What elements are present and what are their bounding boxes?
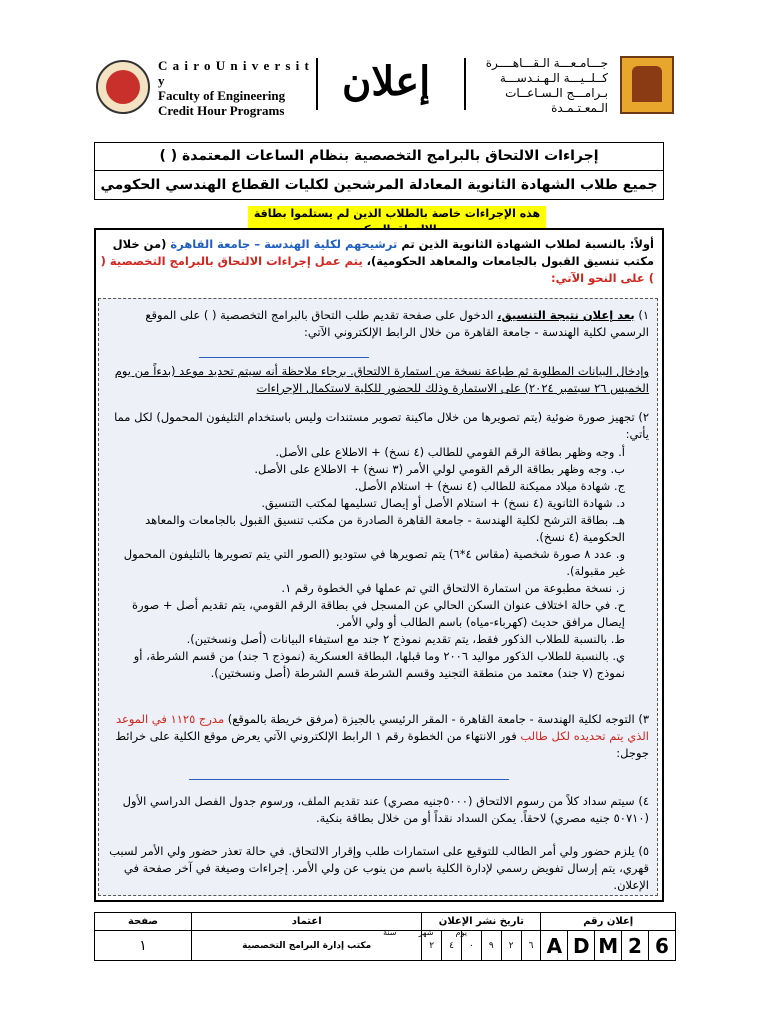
ad-cell: A bbox=[541, 931, 568, 961]
faculty-engineering-logo bbox=[620, 56, 674, 114]
program-name-ar: بـرامـــج الـسـاعــات الـمعـتـمـدة bbox=[505, 86, 608, 115]
ad-cell: 2 bbox=[622, 931, 649, 961]
date-digit: ٦ bbox=[521, 931, 541, 961]
header-divider-left bbox=[316, 58, 318, 110]
doc-item-e: هـ. بطاقة الترشح لكلية الهندسة - جامعة القاهرة الصادرة من مكتب تنسيق القبول بالجامعات والمعاهد الحكومية (٤ نسخ). bbox=[145, 513, 625, 544]
heading-line-2: جميع طلاب الشهادة الثانوية المعادلة المرشحين لكليات القطاع الهندسي الحكومي bbox=[100, 177, 658, 193]
university-name-en: C a i r o U n i v e r s i t y bbox=[158, 58, 310, 88]
step-4-text: سيتم سداد كلاً من رسوم الالتحاق (٥٠٠٠جنيه مصري) عند تقديم الملف، ورسوم جدول الفصل الدراسي الأول (٥٠٧١٠ جنيه مصري) لاحقاً. يمكن السداد نقداً أو من خلال بطاقة بنكية. bbox=[122, 794, 649, 825]
step-4 bbox=[105, 793, 649, 827]
registration-link[interactable] bbox=[199, 357, 369, 358]
date-digit: ٢ bbox=[422, 931, 442, 961]
step-3-text-b: فور الانتهاء من الخطوة رقم ١ الرابط الإلكتروني الآتي يعرض موقع الكلية على خرائط جوجل: bbox=[115, 729, 649, 760]
intro-paragraph bbox=[100, 236, 654, 287]
google-maps-link[interactable] bbox=[189, 779, 509, 780]
intro-procedure: يتم عمل إجراءات الالتحاق بالبرامج التخصصية ( ) على النحو الآتي: bbox=[100, 254, 654, 285]
year-label: سنة bbox=[383, 928, 397, 937]
day-label: يوم bbox=[455, 928, 467, 937]
step-2 bbox=[105, 409, 649, 443]
step-1-note: وإدخال البيانات المطلوبة ثم طباعة نسخة من استمارة الالتحاق. برجاء ملاحظة أنه سيتم تحديد موعد (بدءاً من يوم الخميس ٢٦ سبتمبر ٢٠٢٤) على الاستمارة وذلك للحضور للكلية لاستكمال الإجراءات bbox=[114, 364, 649, 395]
step-5-number: ٥) bbox=[638, 844, 649, 858]
doc-item-c: ج. شهادة ميلاد مميكنة للطالب (٤ نسخ) + استلام الأصل. bbox=[354, 479, 625, 493]
header-arabic bbox=[468, 56, 608, 116]
ad-cell: M bbox=[595, 931, 622, 961]
step-2-list bbox=[105, 444, 625, 682]
intro-part-2: (من خلال مكتب تنسيق القبول بالجامعات والمعاهد الحكومية)، bbox=[112, 237, 654, 268]
date-digit: ٠ bbox=[462, 931, 482, 961]
step-2-intro: تجهيز صورة ضوئية (يتم تصويرها من خلال ماكينة تصوير مستندات وليس باستخدام التليفون المحمول) لكل مما يأتي: bbox=[114, 410, 649, 441]
doc-item-j: ي. بالنسبة للطلاب الذكور مواليد ٢٠٠٦ وما قبلها، البطاقة العسكرية (نموذج ٦ جند) من قسم الشرطة، أو نموذج (٧ جند) معتمد من منطقة التجنيد وقسم الشرطة قسم الشرطة (أصل ونسختين). bbox=[133, 649, 625, 680]
ad-cell: D bbox=[568, 931, 595, 961]
heading-box bbox=[94, 142, 664, 200]
university-name-ar: جـــامـعـــة الـقـــاهــــرة bbox=[485, 56, 608, 70]
heading-line-1: إجراءات الالتحاق بالبرامج التخصصية بنظام الساعات المعتمدة ( ) bbox=[95, 143, 663, 171]
date-digit: ٤ bbox=[442, 931, 462, 961]
step-5 bbox=[105, 843, 649, 894]
footer-approval: مكتب إدارة البرامج التخصصية bbox=[192, 931, 422, 961]
header-english bbox=[158, 58, 318, 118]
date-digit: ٢ bbox=[501, 931, 521, 961]
doc-item-h: ح. في حالة اختلاف عنوان السكن الحالي عن المسجل في بطاقة الرقم القومي، يتم تقديم أصل + صورة إيصال مرافق حديث (كهرباء-مياه) باسم الطالب أو ولي الأمر. bbox=[131, 598, 625, 629]
step-4-number: ٤) bbox=[638, 794, 649, 808]
step-3-number: ٣) bbox=[638, 712, 649, 726]
step-5-text: يلزم حضور ولي أمر الطالب للتوقيع على استمارات طلب وإقرار الالتحاق. في حالة تعذر حضور ولي الأمر لسبب قهري، يتم إرسال تفويض رسمي لإدارة الكلية باسم من ينوب عن ولي الأمر. إجراءات وصيغة في آخر صفحة في الإعلان. bbox=[109, 844, 649, 892]
faculty-name-en: Faculty of Engineering bbox=[158, 88, 286, 103]
footer-page-number: ١ bbox=[95, 931, 192, 961]
date-labels bbox=[372, 928, 478, 937]
step-3-text-a: التوجه لكلية الهندسة - جامعة القاهرة - المقر الرئيسي بالجيزة (مرفق خريطة بالموقع) bbox=[224, 712, 635, 726]
doc-item-f: و. عدد ٨ صورة شخصية (مقاس ٤*٦) يتم تصويرها في ستوديو (الصور التي يتم تصويرها بالتليفون المحمول غير مقبولة). bbox=[123, 547, 625, 578]
doc-item-b: ب. وجه وظهر بطاقة الرقم القومي لولي الأمر (٣ نسخ) + الاطلاع على الأصل. bbox=[254, 462, 625, 476]
doc-item-i: ط. بالنسبة للطلاب الذكور فقط، يتم تقديم نموذج ٢ جند مع استيفاء البيانات (أصل ونسختين). bbox=[186, 632, 625, 646]
step-2-number: ٢) bbox=[638, 410, 649, 424]
doc-item-d: د. شهادة الثانوية (٤ نسخ) + استلام الأصل أو إيصال تسليمها لمكتب التنسيق. bbox=[261, 496, 625, 510]
step-1-text: الدخول على صفحة تقديم طلب التحاق بالبرامج التخصصية ( ) على الموقع الرسمي لكلية الهندسة - جامعة القاهرة من خلال الرابط الإلكتروني الآتي: bbox=[145, 308, 649, 339]
intro-part-1: أولاً: بالنسبة لطلاب الشهادة الثانوية الذين تم bbox=[397, 237, 654, 251]
cairo-university-logo bbox=[96, 60, 150, 114]
notice-banner: هذه الإجراءات خاصة بالطلاب الذين لم يستلموا بطاقة bbox=[248, 206, 546, 238]
date-digit: ٩ bbox=[481, 931, 501, 961]
doc-item-a: أ. وجه وظهر بطاقة الرقم القومي للطالب (٤ نسخ) + الاطلاع على الأصل. bbox=[275, 445, 625, 459]
footer-header-page: صفحة bbox=[95, 913, 192, 931]
page-title: إعلان bbox=[342, 58, 431, 105]
step-1-number: ١) bbox=[638, 308, 649, 322]
month-label: شهر bbox=[418, 928, 434, 937]
step-1 bbox=[105, 307, 649, 341]
footer-header-approval: اعتماد bbox=[192, 913, 422, 931]
faculty-name-ar: كــلــيـــة الـهـنـدســـة bbox=[499, 71, 608, 85]
doc-item-g: ز. نسخة مطبوعة من استمارة الالتحاق التي تم عملها في الخطوة رقم ١. bbox=[281, 581, 625, 595]
footer-header-number: إعلان رقم bbox=[541, 913, 676, 931]
step-3-appointment: مدرج ١١٢٥ في الموعد الذي يتم تحديده لكل طالب bbox=[115, 712, 649, 743]
step-1-lead: بعد إعلان نتيجة التنسيق، bbox=[497, 308, 635, 322]
main-content-box bbox=[94, 228, 664, 902]
step-3 bbox=[105, 711, 649, 762]
header-divider-right bbox=[464, 58, 466, 110]
program-name-en: Credit Hour Programs bbox=[158, 103, 285, 118]
steps-panel bbox=[98, 298, 658, 896]
footer-header-date: تاريخ نشر الإعلان bbox=[422, 913, 541, 931]
ad-cell: 6 bbox=[648, 931, 675, 961]
intro-nomination: ترشيحهم لكلية الهندسة – جامعة القاهرة bbox=[170, 237, 398, 251]
